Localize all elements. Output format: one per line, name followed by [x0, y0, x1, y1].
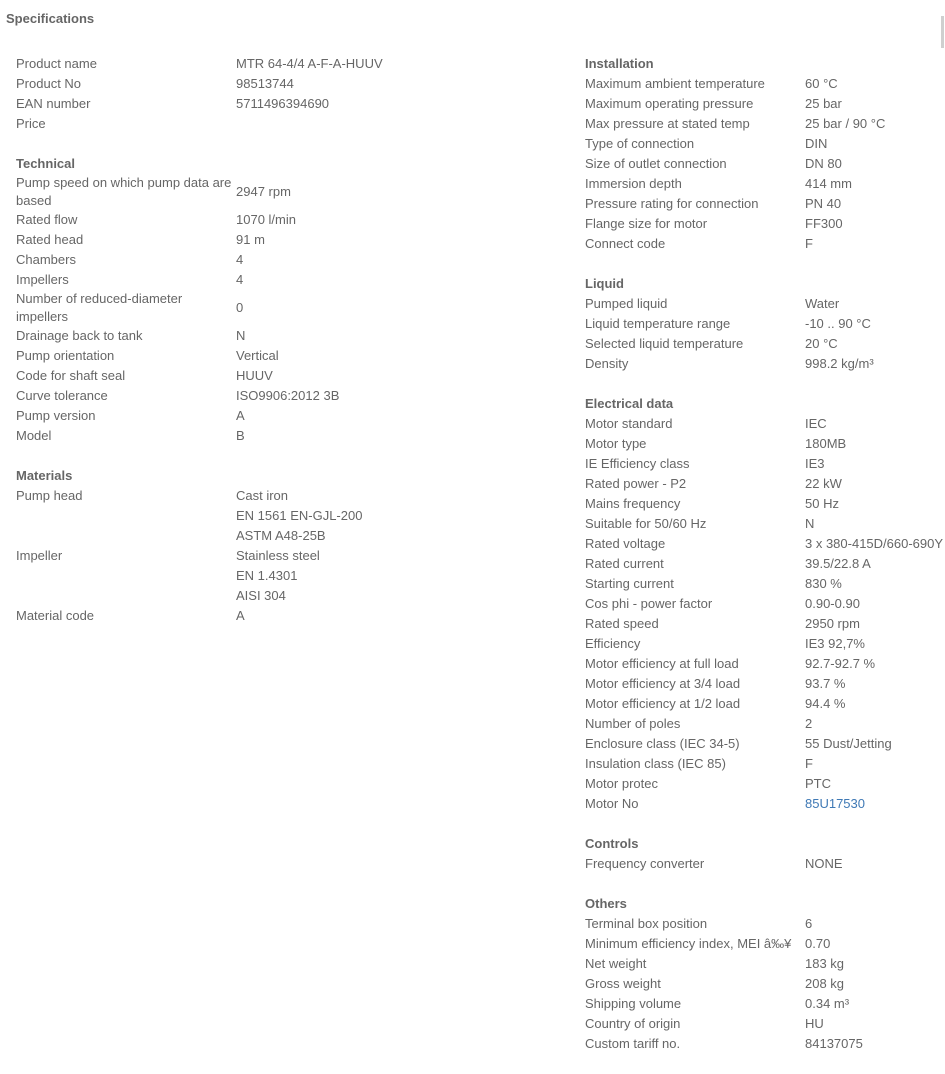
spec-label: Pressure rating for connection [585, 196, 759, 211]
spec-row [16, 346, 561, 366]
spec-row [16, 546, 561, 566]
spec-label: Maximum ambient temperature [585, 76, 765, 91]
spec-label: Cos phi - power factor [585, 596, 713, 611]
spec-value: 39.5/22.8 A [805, 556, 871, 571]
spec-label: Max pressure at stated temp [585, 116, 750, 131]
section-electrical-data [585, 394, 945, 814]
spec-label: Rated flow [16, 212, 78, 227]
spec-label: Number of poles [585, 716, 681, 731]
spec-value: 60 °C [805, 76, 838, 91]
spec-row [16, 174, 561, 210]
spec-row [585, 554, 945, 574]
spec-row [585, 574, 945, 594]
spec-label: Rated head [16, 232, 84, 247]
spec-label: Flange size for motor [585, 216, 708, 231]
spec-row [585, 354, 945, 374]
spec-value: -10 .. 90 °C [805, 316, 871, 331]
spec-label: Pump orientation [16, 348, 115, 363]
spec-value: 4 [236, 272, 244, 287]
spec-row [585, 914, 945, 934]
spec-value: N [236, 328, 246, 343]
spec-row [585, 154, 945, 174]
spec-value: 25 bar [805, 96, 842, 111]
section-title: Materials [16, 468, 73, 483]
spec-label: Connect code [585, 236, 666, 251]
spec-row [16, 54, 561, 74]
spec-row [585, 134, 945, 154]
spec-value: 0.34 m³ [805, 996, 850, 1011]
spec-label: Size of outlet connection [585, 156, 727, 171]
spec-value: MTR 64-4/4 A-F-A-HUUV [236, 56, 383, 71]
spec-row [585, 534, 945, 554]
spec-row [16, 230, 561, 250]
spec-value: NONE [805, 856, 843, 871]
spec-label: Price [16, 116, 46, 131]
left-column [16, 54, 561, 646]
spec-value: 180MB [805, 436, 847, 451]
section-title: Technical [16, 156, 76, 171]
spec-row [16, 586, 561, 606]
spec-row [585, 114, 945, 134]
spec-label: Maximum operating pressure [585, 96, 754, 111]
section-others [585, 894, 945, 1054]
spec-label: Chambers [16, 252, 76, 267]
spec-value: 830 % [805, 576, 842, 591]
spec-row [585, 314, 945, 334]
spec-value: 2950 rpm [805, 616, 860, 631]
spec-value: 98513744 [236, 76, 294, 91]
spec-label: Rated power - P2 [585, 476, 687, 491]
spec-label: Rated current [585, 556, 664, 571]
spec-row [585, 334, 945, 354]
spec-row [585, 94, 945, 114]
spec-value: 55 Dust/Jetting [805, 736, 892, 751]
spec-row [585, 654, 945, 674]
spec-label: Mains frequency [585, 496, 681, 511]
spec-row [16, 366, 561, 386]
spec-value: FF300 [805, 216, 843, 231]
spec-value: IEC [805, 416, 827, 431]
spec-label: Material code [16, 608, 95, 623]
spec-row [585, 434, 945, 454]
spec-row [16, 606, 561, 626]
spec-label: Density [585, 356, 629, 371]
spec-row [16, 426, 561, 446]
spec-value: DIN [805, 136, 828, 151]
spec-row [585, 694, 945, 714]
spec-value: 93.7 % [805, 676, 846, 691]
spec-row [585, 1014, 945, 1034]
spec-label: EAN number [16, 96, 91, 111]
spec-value: 2 [805, 716, 813, 731]
spec-row [585, 474, 945, 494]
section-product [16, 54, 561, 134]
spec-value: AISI 304 [236, 588, 286, 603]
spec-label: Starting current [585, 576, 674, 591]
spec-label: Country of origin [585, 1016, 681, 1031]
spec-value: 91 m [236, 232, 265, 247]
spec-value: 208 kg [805, 976, 845, 991]
spec-row [585, 954, 945, 974]
spec-value: EN 1561 EN-GJL-200 [236, 508, 363, 523]
spec-label: Motor type [585, 436, 647, 451]
motor-no-link[interactable]: 85U17530 [805, 796, 865, 811]
spec-value: IE3 92,7% [805, 636, 865, 651]
section-controls [585, 834, 945, 874]
spec-label: Liquid temperature range [585, 316, 731, 331]
spec-label: Drainage back to tank [16, 328, 143, 343]
spec-value: DN 80 [805, 156, 842, 171]
spec-row [16, 506, 561, 526]
spec-value: 50 Hz [805, 496, 839, 511]
spec-label: Motor standard [585, 416, 673, 431]
spec-label: Type of connection [585, 136, 695, 151]
spec-row [585, 194, 945, 214]
section-title: Installation [585, 56, 654, 71]
spec-row [585, 414, 945, 434]
spec-row [585, 794, 945, 814]
spec-row [585, 734, 945, 754]
spec-label: Rated voltage [585, 536, 666, 551]
spec-row [585, 234, 945, 254]
spec-label: Impellers [16, 272, 69, 287]
spec-value: 5711496394690 [236, 96, 330, 111]
spec-value: HU [805, 1016, 824, 1031]
spec-row [585, 594, 945, 614]
spec-label: Suitable for 50/60 Hz [585, 516, 707, 531]
spec-value: ISO9906:2012 3B [236, 388, 340, 403]
section-title: Liquid [585, 276, 624, 291]
spec-value: 84137075 [805, 1036, 863, 1051]
spec-value: F [805, 756, 813, 771]
spec-value: Water [805, 296, 840, 311]
spec-label: Number of reduced-diameter impellers [16, 291, 183, 324]
spec-label: Frequency converter [585, 856, 705, 871]
spec-row [16, 526, 561, 546]
spec-value: 4 [236, 252, 244, 267]
spec-value: N [805, 516, 815, 531]
spec-label: Net weight [585, 956, 647, 971]
spec-row [585, 614, 945, 634]
spec-label: Pump speed on which pump data are based [16, 175, 232, 208]
spec-row [585, 1034, 945, 1054]
spec-label: Curve tolerance [16, 388, 108, 403]
spec-row [585, 634, 945, 654]
spec-value: 94.4 % [805, 696, 846, 711]
spec-label: Terminal box position [585, 916, 708, 931]
spec-row [16, 290, 561, 326]
spec-row [16, 566, 561, 586]
spec-value: B [236, 428, 245, 443]
spec-value: 1070 l/min [236, 212, 296, 227]
spec-label: Model [16, 428, 52, 443]
spec-label: Product name [16, 56, 97, 71]
spec-row [16, 250, 561, 270]
spec-label: Motor protec [585, 776, 658, 791]
spec-row [585, 994, 945, 1014]
spec-value: 2947 rpm [236, 184, 291, 199]
spec-value: F [805, 236, 813, 251]
spec-value: 20 °C [805, 336, 838, 351]
spec-row [585, 674, 945, 694]
section-title: Electrical data [585, 396, 674, 411]
spec-label: Motor No [585, 796, 639, 811]
spec-row [585, 294, 945, 314]
section-liquid [585, 274, 945, 374]
spec-row [585, 934, 945, 954]
spec-label: Custom tariff no. [585, 1036, 681, 1051]
spec-value: PTC [805, 776, 831, 791]
spec-row [16, 270, 561, 290]
spec-label: Impeller [16, 548, 63, 563]
spec-label: Insulation class (IEC 85) [585, 756, 726, 771]
spec-label: Enclosure class (IEC 34-5) [585, 736, 740, 751]
page-title: Specifications [6, 11, 95, 26]
spec-label: Minimum efficiency index, MEI â‰¥ [585, 936, 792, 951]
spec-label: Gross weight [585, 976, 661, 991]
spec-row [16, 94, 561, 114]
spec-row [585, 454, 945, 474]
spec-value: 25 bar / 90 °C [805, 116, 886, 131]
spec-label: IE Efficiency class [585, 456, 690, 471]
spec-value [805, 795, 865, 813]
spec-label: Selected liquid temperature [585, 336, 744, 351]
spec-label: Immersion depth [585, 176, 682, 191]
spec-value: 414 mm [805, 176, 852, 191]
spec-value: A [236, 408, 245, 423]
spec-label: Rated speed [585, 616, 659, 631]
spec-value: Stainless steel [236, 548, 320, 563]
spec-value: A [236, 608, 245, 623]
spec-value: PN 40 [805, 196, 842, 211]
spec-row [16, 486, 561, 506]
spec-value: Cast iron [236, 488, 289, 503]
section-technical [16, 154, 561, 446]
spec-row [585, 74, 945, 94]
spec-value: 6 [805, 916, 813, 931]
spec-value: 998.2 kg/m³ [805, 356, 874, 371]
spec-row [585, 754, 945, 774]
spec-label: Code for shaft seal [16, 368, 126, 383]
spec-label: Pumped liquid [585, 296, 668, 311]
spec-label: Product No [16, 76, 82, 91]
spec-label: Pump head [16, 488, 83, 503]
scrollbar-thumb[interactable] [941, 16, 944, 48]
section-title: Controls [585, 836, 639, 851]
spec-row [585, 974, 945, 994]
spec-row [585, 214, 945, 234]
spec-row [585, 514, 945, 534]
spec-value: 183 kg [805, 956, 845, 971]
spec-label: Pump version [16, 408, 96, 423]
spec-row [585, 494, 945, 514]
right-column [585, 54, 945, 1074]
spec-value: 3 x 380-415D/660-690Y [805, 536, 944, 551]
spec-label: Motor efficiency at 1/2 load [585, 696, 741, 711]
spec-label: Shipping volume [585, 996, 682, 1011]
spec-row [585, 714, 945, 734]
spec-value: EN 1.4301 [236, 568, 298, 583]
spec-label: Efficiency [585, 636, 641, 651]
spec-row [16, 386, 561, 406]
section-title: Others [585, 896, 627, 911]
spec-row [16, 326, 561, 346]
spec-row [585, 174, 945, 194]
spec-value: 0.90-0.90 [805, 596, 860, 611]
spec-row [16, 210, 561, 230]
spec-row [16, 114, 561, 134]
spec-row [16, 74, 561, 94]
spec-value: IE3 [805, 456, 825, 471]
spec-label: Motor efficiency at full load [585, 656, 739, 671]
section-materials [16, 466, 561, 626]
spec-value: HUUV [236, 368, 273, 383]
spec-value: 0.70 [805, 936, 831, 951]
spec-label: Motor efficiency at 3/4 load [585, 676, 741, 691]
spec-row [16, 406, 561, 426]
spec-value: 0 [236, 300, 244, 315]
spec-row [585, 774, 945, 794]
spec-value: 22 kW [805, 476, 842, 491]
spec-row [585, 854, 945, 874]
spec-value: 92.7-92.7 % [805, 656, 876, 671]
spec-value: Vertical [236, 348, 279, 363]
section-installation [585, 54, 945, 254]
spec-value: ASTM A48-25B [236, 528, 326, 543]
